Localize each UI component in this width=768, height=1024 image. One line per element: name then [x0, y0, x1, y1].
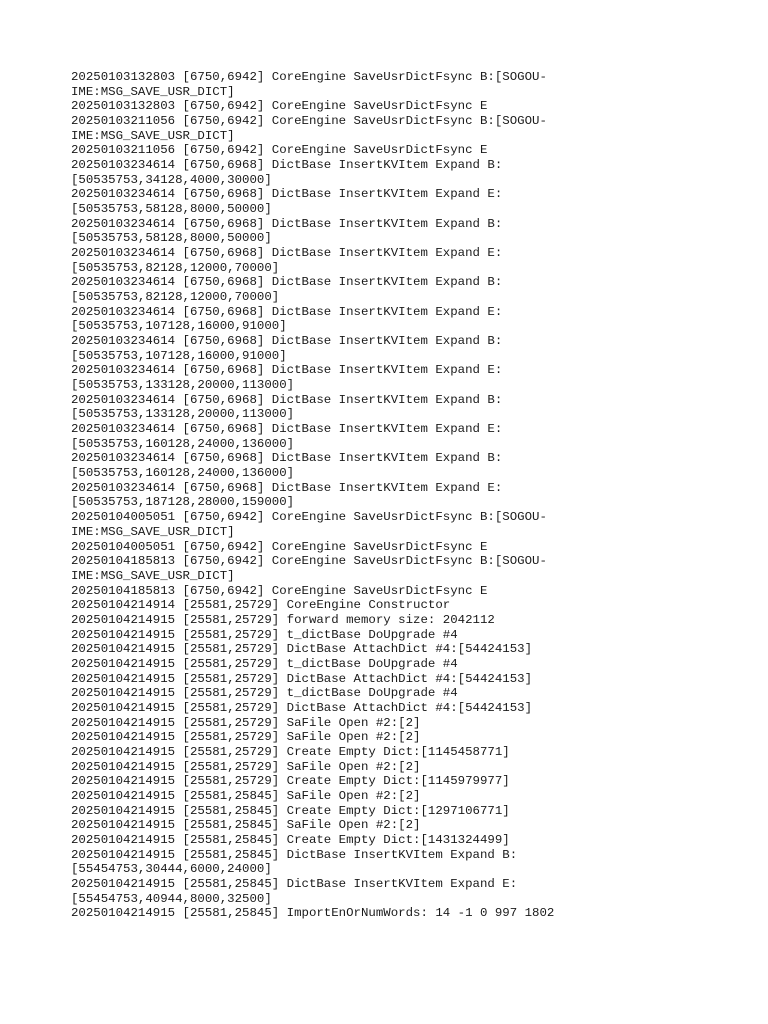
log-line: IME:MSG_SAVE_USR_DICT]: [71, 84, 235, 99]
log-line: 20250104214915 [25581,25845] DictBase InsertKVItem Expand E:: [71, 876, 518, 891]
log-text-block: [71, 70, 571, 921]
log-line: [50535753,107128,16000,91000]: [71, 319, 287, 334]
log-line: 20250103234614 [6750,6968] DictBase InsertKVItem Expand B:: [71, 216, 503, 231]
log-line: 20250103211056 [6750,6942] CoreEngine SaveUsrDictFsync E: [71, 143, 488, 158]
log-line: 20250103211056 [6750,6942] CoreEngine SaveUsrDictFsync B:[SOGOU-: [71, 114, 547, 129]
log-line: 20250104214915 [25581,25845] ImportEnOrNumWords: 14 -1 0 997 1802: [71, 906, 555, 921]
log-line: [50535753,107128,16000,91000]: [71, 348, 287, 363]
log-line: 20250104214915 [25581,25729] t_dictBase DoUpgrade #4: [71, 686, 458, 701]
log-line: 20250103234614 [6750,6968] DictBase InsertKVItem Expand E:: [71, 363, 503, 378]
log-line: 20250104185813 [6750,6942] CoreEngine SaveUsrDictFsync B:[SOGOU-: [71, 554, 547, 569]
log-line: 20250103234614 [6750,6968] DictBase InsertKVItem Expand B:: [71, 451, 503, 466]
log-line: 20250103234614 [6750,6968] DictBase InsertKVItem Expand B:: [71, 392, 503, 407]
log-line: 20250104214915 [25581,25729] DictBase AttachDict #4:[54424153]: [71, 671, 533, 686]
log-line: [50535753,82128,12000,70000]: [71, 260, 280, 275]
log-line: [50535753,160128,24000,136000]: [71, 436, 295, 451]
log-line: 20250103234614 [6750,6968] DictBase InsertKVItem Expand E:: [71, 304, 503, 319]
log-line: 20250103234614 [6750,6968] DictBase InsertKVItem Expand E:: [71, 187, 503, 202]
log-line: 20250104214915 [25581,25729] DictBase AttachDict #4:[54424153]: [71, 700, 533, 715]
log-line: [50535753,58128,8000,50000]: [71, 231, 272, 246]
log-line: IME:MSG_SAVE_USR_DICT]: [71, 128, 235, 143]
log-line: 20250104214915 [25581,25729] DictBase AttachDict #4:[54424153]: [71, 642, 533, 657]
log-line: 20250104214915 [25581,25729] Create Empty Dict:[1145458771]: [71, 744, 510, 759]
log-line: [50535753,34128,4000,30000]: [71, 172, 272, 187]
log-line: 20250103234614 [6750,6968] DictBase InsertKVItem Expand B:: [71, 275, 503, 290]
log-line: 20250103234614 [6750,6968] DictBase InsertKVItem Expand B:: [71, 158, 503, 173]
log-line: 20250104214915 [25581,25845] DictBase InsertKVItem Expand B:: [71, 847, 518, 862]
log-line: 20250104185813 [6750,6942] CoreEngine SaveUsrDictFsync E: [71, 583, 488, 598]
log-line: 20250104005051 [6750,6942] CoreEngine SaveUsrDictFsync E: [71, 539, 488, 554]
log-line: [50535753,58128,8000,50000]: [71, 202, 272, 217]
log-line: IME:MSG_SAVE_USR_DICT]: [71, 524, 235, 539]
log-line: 20250104214915 [25581,25729] t_dictBase DoUpgrade #4: [71, 656, 458, 671]
log-line: 20250104214915 [25581,25845] Create Empty Dict:[1297106771]: [71, 803, 510, 818]
log-line: 20250104214915 [25581,25845] SaFile Open #2:[2]: [71, 818, 421, 833]
log-line: 20250104214915 [25581,25729] Create Empty Dict:[1145979977]: [71, 774, 510, 789]
log-line: [55454753,30444,6000,24000]: [71, 862, 272, 877]
log-line: 20250103132803 [6750,6942] CoreEngine SaveUsrDictFsync B:[SOGOU-: [71, 70, 547, 84]
log-line: [50535753,187128,28000,159000]: [71, 495, 295, 510]
log-line: 20250103234614 [6750,6968] DictBase InsertKVItem Expand E:: [71, 422, 503, 437]
log-line: [50535753,133128,20000,113000]: [71, 378, 295, 393]
log-line: IME:MSG_SAVE_USR_DICT]: [71, 568, 235, 583]
log-line: [50535753,133128,20000,113000]: [71, 407, 295, 422]
log-line: [50535753,160128,24000,136000]: [71, 466, 295, 481]
log-line: 20250104214915 [25581,25845] Create Empty Dict:[1431324499]: [71, 832, 510, 847]
log-line: 20250104214914 [25581,25729] CoreEngine Constructor: [71, 598, 451, 613]
log-line: 20250103132803 [6750,6942] CoreEngine SaveUsrDictFsync E: [71, 99, 488, 114]
log-line: 20250103234614 [6750,6968] DictBase InsertKVItem Expand E:: [71, 480, 503, 495]
log-line: 20250104005051 [6750,6942] CoreEngine SaveUsrDictFsync B:[SOGOU-: [71, 510, 547, 525]
log-line: [50535753,82128,12000,70000]: [71, 290, 280, 305]
log-line: 20250104214915 [25581,25729] SaFile Open #2:[2]: [71, 730, 421, 745]
log-line: 20250103234614 [6750,6968] DictBase InsertKVItem Expand B:: [71, 334, 503, 349]
log-line: 20250104214915 [25581,25729] t_dictBase DoUpgrade #4: [71, 627, 458, 642]
log-line: 20250104214915 [25581,25729] SaFile Open #2:[2]: [71, 759, 421, 774]
log-line: 20250104214915 [25581,25729] forward memory size: 2042112: [71, 612, 495, 627]
log-line: 20250104214915 [25581,25845] SaFile Open #2:[2]: [71, 788, 421, 803]
log-line: [55454753,40944,8000,32500]: [71, 891, 272, 906]
log-line: 20250103234614 [6750,6968] DictBase InsertKVItem Expand E:: [71, 246, 503, 261]
log-line: 20250104214915 [25581,25729] SaFile Open #2:[2]: [71, 715, 421, 730]
